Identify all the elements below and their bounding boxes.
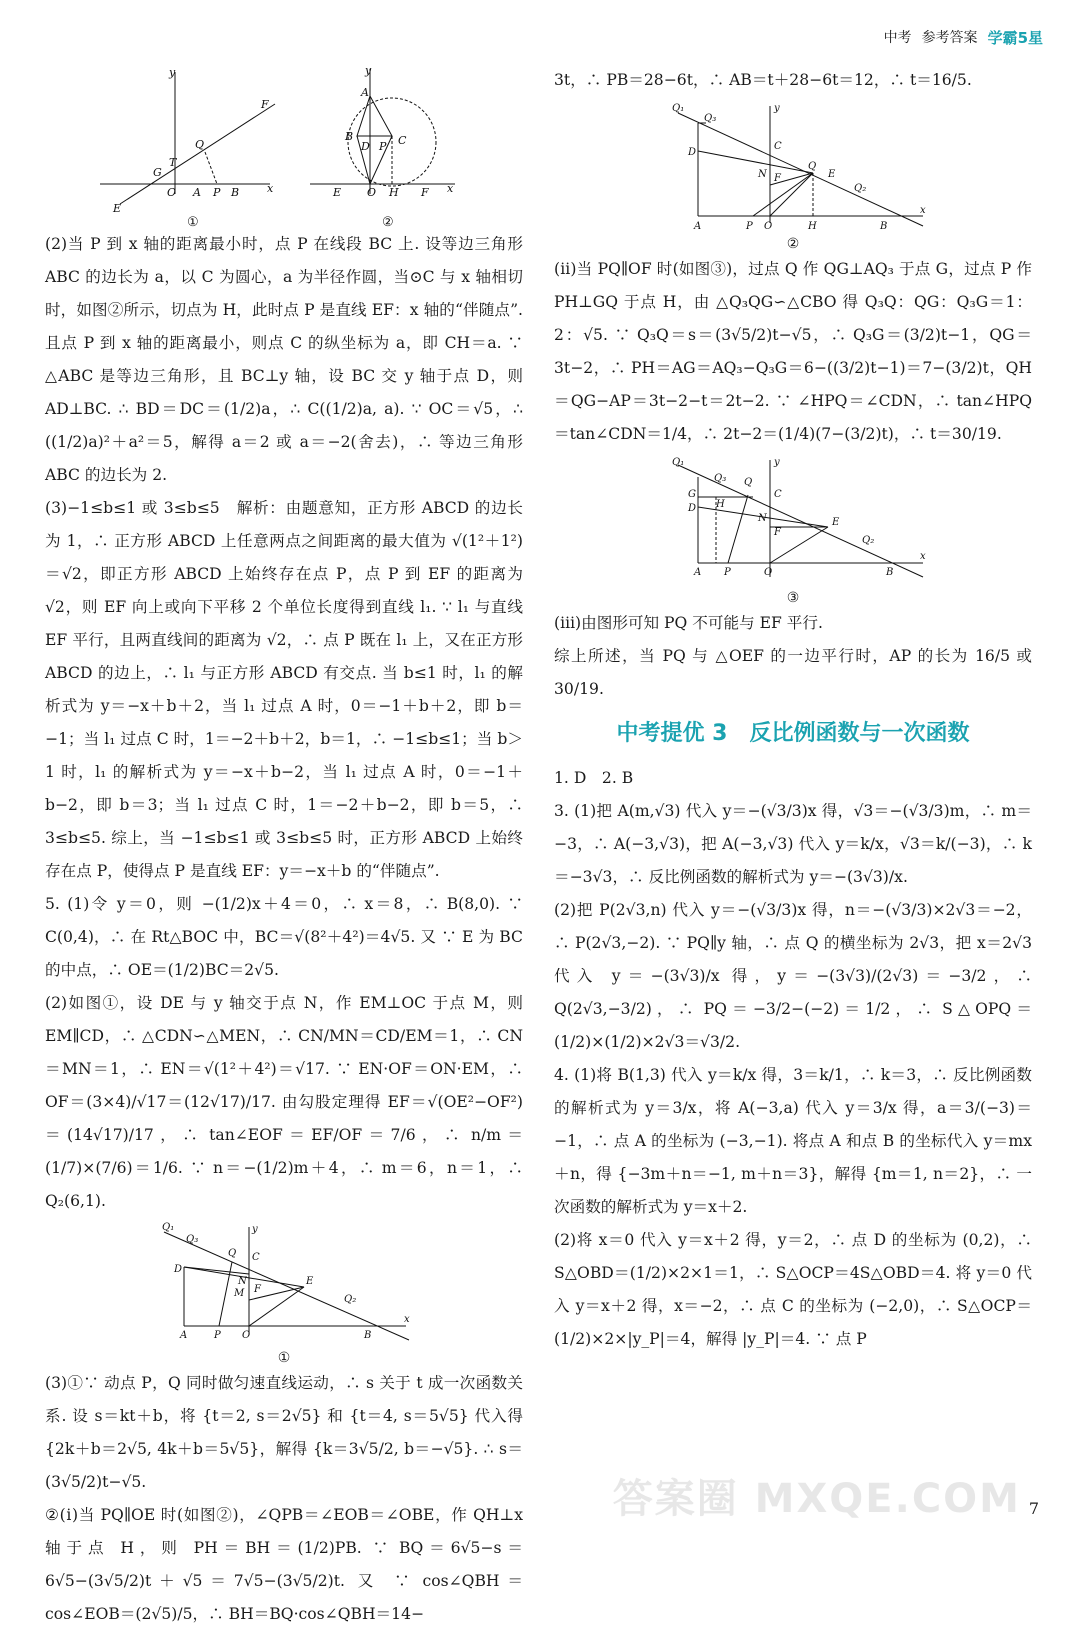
right-paragraph: (ⅲ)由图形可知 PQ 不可能与 EF 平行. xyxy=(554,614,823,632)
fig3-label: Q₂ xyxy=(862,535,875,546)
fig1-label: G xyxy=(153,166,162,179)
fig2-label: C xyxy=(398,134,407,147)
right-paragraph: 4. (1)将 B(1,3) 代入 y＝k/x 得，3＝k/1，∴ k＝3，∴ 反比例函数的解析式为 y＝3/x，将 A(−3,a) 代入 y＝3/x 得，a＝3/(−3)＝−1，∴ 点 A 的坐标为 (−3,−1). 将点 A 和点 B 的坐标代入 y＝mx＋n，得 {−3m＋n＝−1, m＋n＝3}，解得 {m＝1, n＝2}，∴ 一次函数的解析式为 y＝x＋2. xyxy=(554,1066,1032,1216)
fig1-label: T xyxy=(169,156,177,169)
fig2-label: E xyxy=(828,169,836,180)
fig2-label: F xyxy=(421,186,429,199)
fig2-label: E xyxy=(333,186,342,199)
fig3-label: O xyxy=(764,567,773,578)
header-brand: 学霸5星 xyxy=(987,28,1043,47)
left-paragraph: (2)如图①，设 DE 与 y 轴交于点 N，作 EM⊥OC 于点 M，则 EM∥CD，∴ △CDN∽△MEN，∴ CN/MN＝CD/EM＝1，∴ CN＝MN＝1，∴ EN＝√(1²＋4²)＝√17. ∵ EN·OF＝ON·EM，∴ OF＝(3×4)/√17＝(12√17)/17. 由勾股定理得 EF＝√(OE²−OF²)＝(14√17)/17，∴ tan∠EOF＝EF/OF＝7/6，∴ n/m＝(1/7)×(7/6)＝1/6. ∵ n＝−(1/2)m＋4，∴ m＝6，n＝1，∴ Q₂(6,1). xyxy=(45,994,523,1210)
fig3-label: P xyxy=(724,567,731,578)
fig2-label: O xyxy=(367,186,377,199)
left-column xyxy=(45,228,523,1631)
fig3-label: G xyxy=(688,489,696,500)
fig3-label: x xyxy=(920,551,926,562)
fig3-label: H xyxy=(716,499,725,510)
top-figures xyxy=(95,64,465,229)
fig-label: E xyxy=(306,1276,314,1287)
fig2-label: O xyxy=(764,221,773,232)
fig-label: P xyxy=(214,1330,221,1341)
fig-label: D xyxy=(174,1264,183,1275)
fig1-label: y xyxy=(169,66,176,79)
fig2-label: x xyxy=(920,205,926,216)
fig-label: F xyxy=(254,1284,261,1295)
right-paragraph: (2)把 P(2√3,n) 代入 y＝−(√3/3)x 得，n＝−(√3/3)×2√3＝−2，∴ P(2√3,−2). ∵ PQ∥y 轴，∴ 点 Q 的横坐标为 2√3，把 x＝2√3 代入 y＝−(3√3)/x 得，y＝−(3√3)/(2√3)＝−3/2，∴ Q(2√3,−3/2)，∴ PQ＝−3/2−(−2)＝1/2，∴ S△OPQ＝(1/2)×(1/2)×2√3＝√3/2. xyxy=(554,901,1032,1051)
fig-label: O xyxy=(242,1330,251,1341)
fig1-label: B xyxy=(231,186,240,199)
fig2-caption: ② xyxy=(382,215,394,229)
header-exam: 中考 xyxy=(883,30,912,46)
fig3-label: B xyxy=(886,567,894,578)
fig2-label: H xyxy=(808,221,817,232)
fig-label: B xyxy=(364,1330,372,1341)
fig1-label: O xyxy=(167,186,177,199)
fig2-label: B xyxy=(345,130,354,143)
fig3-label: D xyxy=(688,503,697,514)
fig1-label: E xyxy=(113,202,122,215)
left-paragraph: ②(ⅰ)当 PQ∥OE 时(如图②)，∠QPB＝∠EOB＝∠OBE，作 QH⊥x 轴于点 H，则 PH＝BH＝(1/2)PB. ∵ BQ＝6√5−s＝6√5−(3√5/2)t＋√5＝7√5−(3√5/2)t. 又 ∵ cos∠QBH＝cos∠EOB＝(2√5)/5，∴ BH＝BQ·cos∠QBH＝14− xyxy=(45,1506,523,1623)
fig-label: Q₃ xyxy=(186,1234,199,1245)
fig3-label: y xyxy=(774,457,780,468)
left-figure xyxy=(154,1222,414,1347)
fig-label: Q₁ xyxy=(162,1222,175,1233)
right-paragraph: 综上所述，当 PQ 与 △OEF 的一边平行时，AP 的长为 16/5 或 30/19. xyxy=(554,647,1032,698)
fig2-label: Q₁ xyxy=(672,103,685,114)
fig-label: y xyxy=(252,1224,258,1235)
watermark: 答案圈 MXQE.COM xyxy=(612,1476,1021,1522)
left-paragraph: (3)−1≤b≤1 或 3≤b≤5 解析：由题意知，正方形 ABCD 的边长为 1，∴ 正方形 ABCD 上任意两点之间距离的最大值为 √(1²＋1²)＝√2，即正方形 ABCD 上始终存在点 P，点 P 到 EF 的距离为 √2，则 EF 向上或向下平移 2 个单位长度得到直线 l₁. ∵ l₁ 与直线 EF 平行，且两直线间的距离为 √2，∴ 点 P 既在 l₁ 上，又在正方形 ABCD 的边上，∴ l₁ 与正方形 ABCD 有交点. 当 b≤1 时，l₁ 的解析式为 y＝−x＋b＋2，当 l₁ 过点 A 时，0＝−1＋b＋2，即 b＝−1；当 l₁ 过点 C 时，1＝−2＋b＋2，b＝1，∴ −1≤b≤1；当 b＞1 时，l₁ 的解析式为 y＝−x＋b−2，当 l₁ 过点 A 时，0＝−1＋b−2，即 b＝3；当 l₁ 过点 C 时，1＝−2＋b−2，即 b＝5，∴ 3≤b≤5. 综上，当 −1≤b≤1 或 3≤b≤5 时，正方形 ABCD 上始终存在点 P，使得点 P 是直线 EF：y＝−x＋b 的“伴随点”. xyxy=(45,499,523,880)
fig-label: Q xyxy=(228,1248,237,1259)
fig2-label: Q₃ xyxy=(704,113,717,124)
fig2-label: D xyxy=(361,140,370,153)
right-figure-3 xyxy=(658,455,928,587)
left-figure-caption: ① xyxy=(277,1350,291,1366)
fig-label: x xyxy=(404,1314,410,1325)
fig-label: M xyxy=(234,1288,245,1299)
fig3-label: Q xyxy=(744,477,753,488)
fig2-label: B xyxy=(880,221,888,232)
fig1-label: A xyxy=(193,186,201,199)
figure-2 xyxy=(310,69,455,194)
page-header xyxy=(884,24,1043,50)
right-figure-2-caption: ② xyxy=(786,236,800,252)
fig2-label: N xyxy=(758,169,767,180)
figure-1-labels xyxy=(112,66,274,229)
fig2-label: y xyxy=(774,103,780,114)
page-number: 7 xyxy=(1028,1499,1039,1518)
fig1-caption: ① xyxy=(187,215,199,229)
figure-1 xyxy=(100,72,275,204)
fig3-label: C xyxy=(774,489,782,500)
right-paragraph: (2)将 x＝0 代入 y＝x＋2 得，y＝2，∴ 点 D 的坐标为 (0,2)，∴ S△OBD＝(1/2)×2×1＝1，∴ S△OCP＝4S△OBD＝4. 将 y＝0 代入 y＝x＋2 得，x＝−2，∴ 点 C 的坐标为 (−2,0)，∴ S△OCP＝(1/2)×2×|y_P|＝4，解得 |y_P|＝4. ∵ 点 P xyxy=(554,1231,1032,1348)
fig2-label: H xyxy=(389,186,399,199)
header-section: 参考答案 xyxy=(921,30,978,46)
right-figure-2 xyxy=(658,101,928,233)
fig-label: C xyxy=(252,1252,260,1263)
fig1-label: Q xyxy=(195,138,205,151)
right-paragraph: (ⅱ)当 PQ∥OF 时(如图③)，过点 Q 作 QG⊥AQ₃ 于点 G，过点 P 作 PH⊥GQ 于点 H，由 △Q₃QG∽△CBO 得 Q₃Q：QG：Q₃G＝1：2：√5. ∵ Q₃Q＝s＝(3√5/2)t−√5，∴ Q₃G＝(3/2)t−1，QG＝3t−2，∴ PH＝AG＝AQ₃−Q₃G＝6−((3/2)t−1)＝7−(3/2)t，QH＝QG−AP＝3t−2−t＝2t−2. ∵ ∠HPQ＝∠CDN，∴ tan∠HPQ＝tan∠CDN＝1/4，∴ 2t−2＝(1/4)(7−(3/2)t)，∴ t＝30/19. xyxy=(554,260,1032,443)
fig3-label: Q₁ xyxy=(672,457,685,468)
right-column xyxy=(554,64,1032,1356)
fig2-label: Q₂ xyxy=(854,183,867,194)
fig1-label: x xyxy=(267,182,274,195)
left-paragraph: (2)当 P 到 x 轴的距离最小时，点 P 在线段 BC 上. 设等边三角形 ABC 的边长为 a，以 C 为圆心，a 为半径作圆，当⊙C 与 x 轴相切时，如图②所示，切点为 H，此时点 P 是直线 EF：x 轴的“伴随点”. 且点 P 到 x 轴的距离最小，则点 C 的纵坐标为 a，即 CH＝a. ∵ △ABC 是等边三角形，且 BC⊥y 轴，设 BC 交 y 轴于点 D，则 AD⊥BC. ∴ BD＝DC＝(1/2)a，∴ C((1/2)a, a). ∵ OC＝√5，∴ ((1/2)a)²＋a²＝5，解得 a＝2 或 a＝−2(舍去)，∴ 等边三角形 ABC 的边长为 2. xyxy=(45,235,523,484)
left-paragraph: (3)①∵ 动点 P，Q 同时做匀速直线运动，∴ s 关于 t 成一次函数关系. 设 s＝kt＋b，将 {t＝2, s＝2√5} 和 {t＝4, s＝5√5} 代入得 {2k＋b＝2√5, 4k＋b＝5√5}，解得 {k＝3√5/2, b＝−√5}. ∴ s＝(3√5/2)t−√5. xyxy=(45,1374,523,1491)
fig1-label: P xyxy=(213,186,221,199)
fig2-label: C xyxy=(774,141,782,152)
fig3-label: E xyxy=(832,517,840,528)
fig1-label: F xyxy=(261,98,269,111)
fig-label: A xyxy=(180,1330,188,1341)
figure-2-labels xyxy=(332,64,454,229)
fig2-label: D xyxy=(688,147,697,158)
fig-label: Q₂ xyxy=(344,1294,357,1305)
fig2-label: y xyxy=(365,64,372,77)
fig2-label: P xyxy=(746,221,753,232)
fig2-label: F xyxy=(774,173,781,184)
fig2-label: A xyxy=(694,221,702,232)
fig2-label: x xyxy=(447,182,454,195)
fig2-label: A xyxy=(361,86,369,99)
fig3-label: Q₃ xyxy=(714,473,727,484)
right-paragraph: 3. (1)把 A(m,√3) 代入 y＝−(√3/3)x 得，√3＝−(√3/3)m，∴ m＝−3，∴ A(−3,√3)，把 A(−3,√3) 代入 y＝k/x，√3＝k/(−3)，∴ k＝−3√3，∴ 反比例函数的解析式为 y＝−(3√3)/x. xyxy=(554,802,1032,886)
fig-label: N xyxy=(238,1276,247,1287)
fig2-label: Q xyxy=(808,161,817,172)
right-paragraph: 3t，∴ PB＝28−6t，∴ AB＝t＋28−6t＝12，∴ t＝16/5. xyxy=(554,71,972,89)
right-paragraph: 1. D 2. B xyxy=(554,769,634,787)
fig3-label: F xyxy=(774,527,781,538)
section-title: 中考提优 3 反比例函数与一次函数 xyxy=(616,721,970,746)
fig3-label: N xyxy=(758,513,767,524)
left-paragraph: 5. (1)令 y＝0，则 −(1/2)x＋4＝0，∴ x＝8，∴ B(8,0). ∵ C(0,4)，∴ 在 Rt△BOC 中，BC＝√(8²＋4²)＝4√5. 又 ∵ E 为 BC 的中点，∴ OE＝(1/2)BC＝2√5. xyxy=(45,895,523,979)
fig3-label: A xyxy=(694,567,702,578)
right-figure-3-caption: ③ xyxy=(786,590,800,606)
fig2-label: P xyxy=(379,140,387,153)
